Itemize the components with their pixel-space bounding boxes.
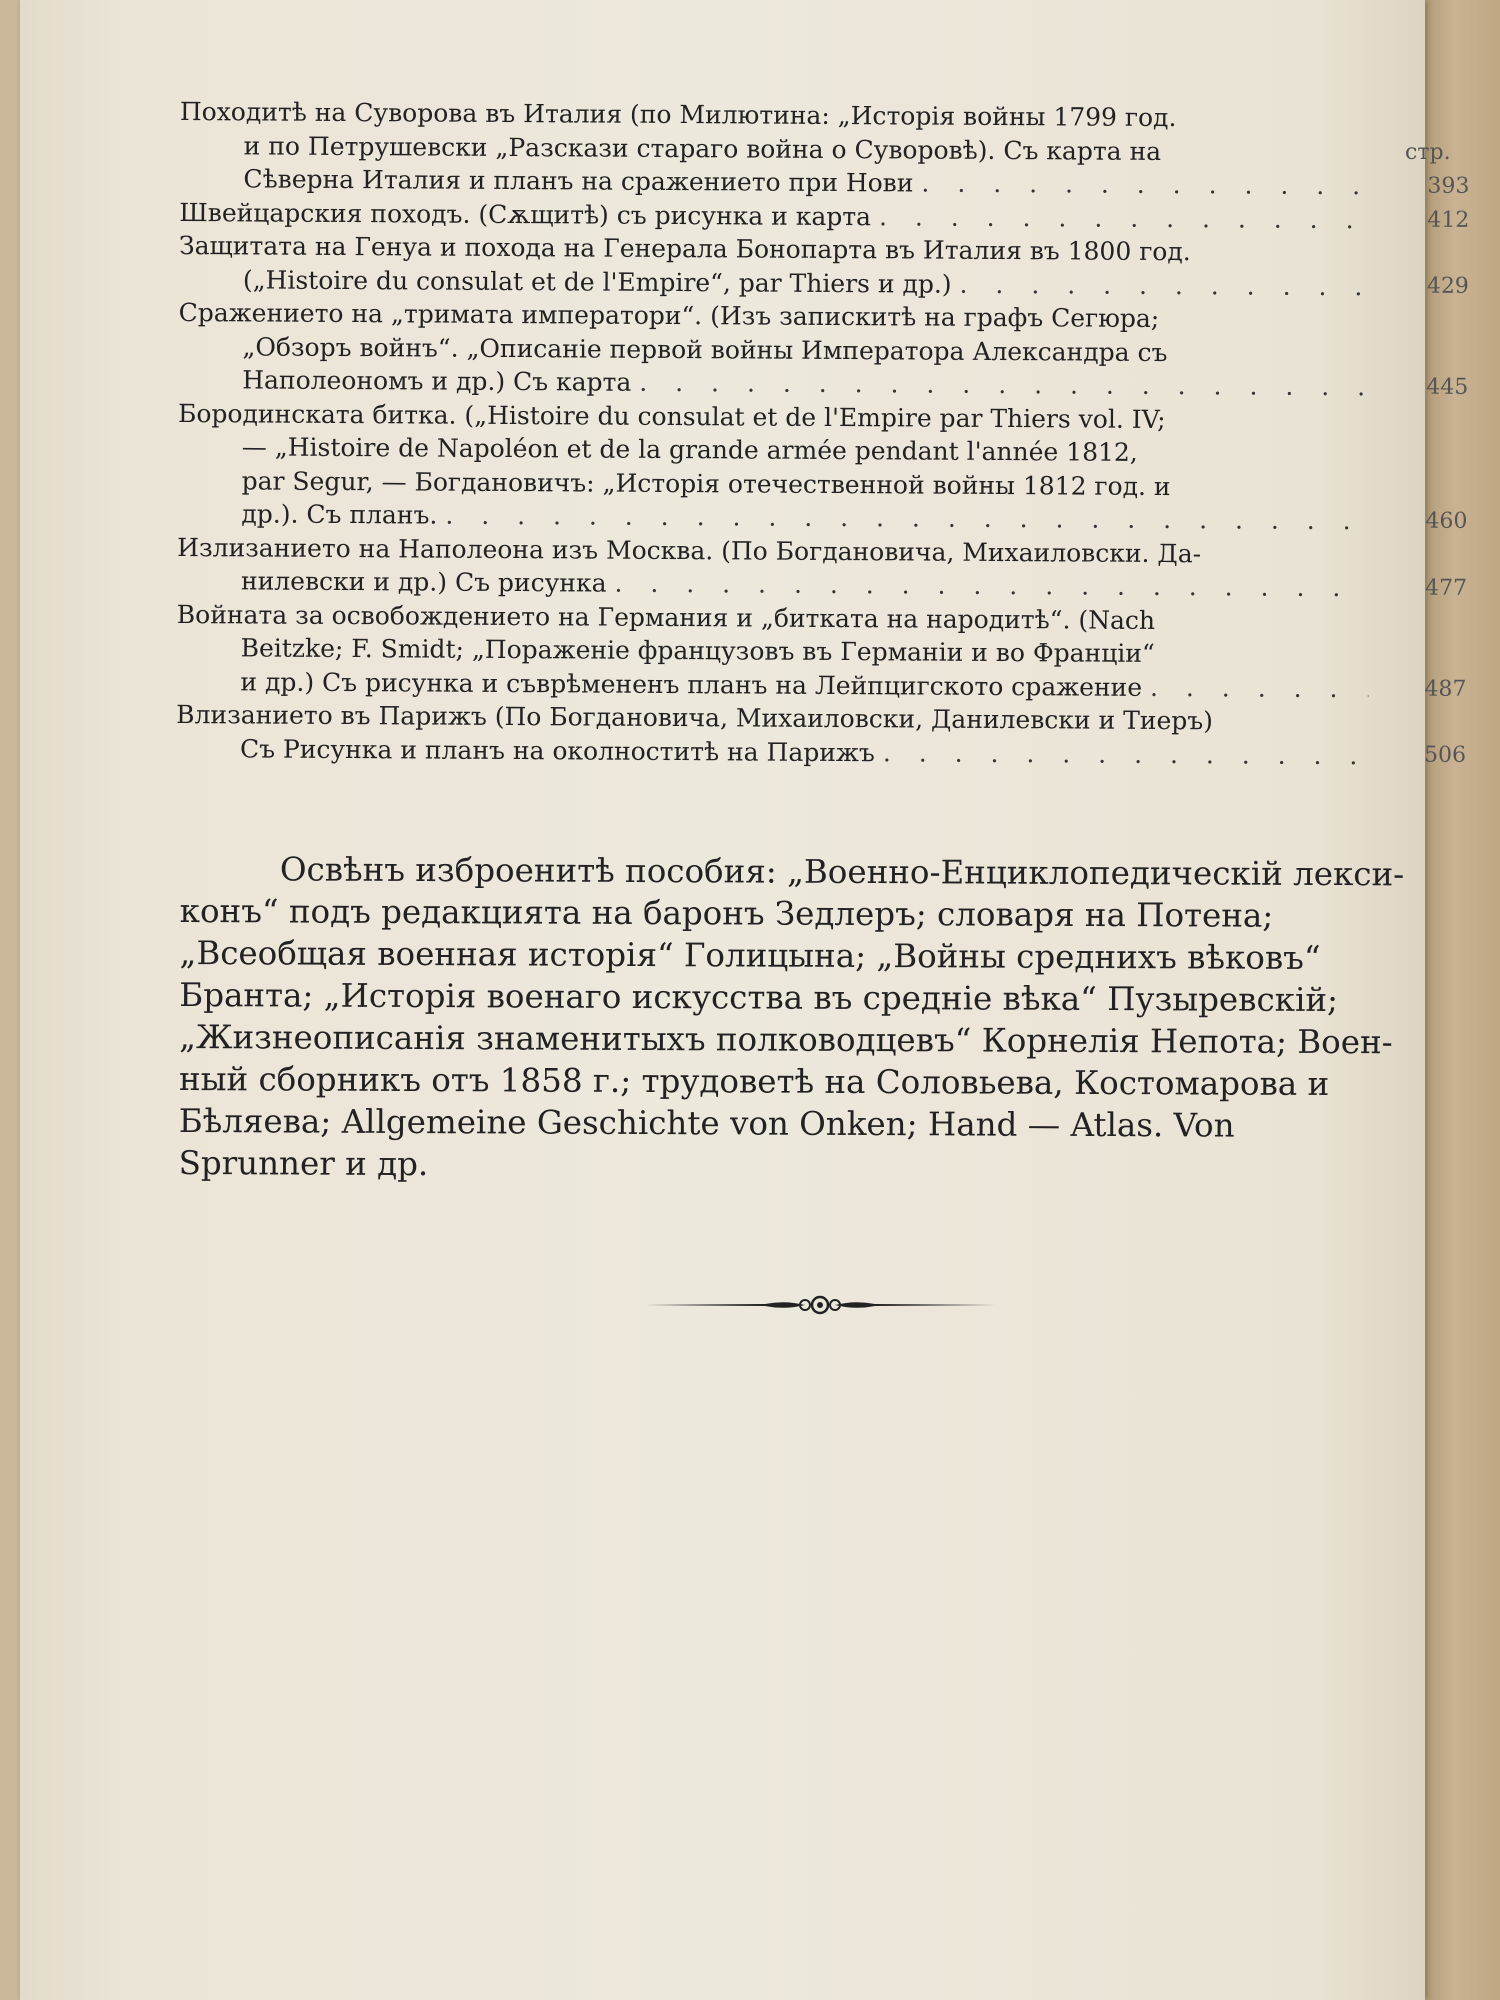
toc-page-number: 460	[1425, 508, 1468, 534]
toc-line: Швейцарския походъ. (Сѫщитѣ) съ рисунка и карта	[179, 197, 872, 231]
toc-entry-3	[178, 229, 1469, 303]
decorative-rule-ornament-icon	[645, 1290, 995, 1320]
prose-line: „Всеобщая военная исторiя“ Голицына; „Войны среднихъ вѣковъ“	[179, 933, 1321, 977]
toc-line: нилевски и др.) Съ рисунка	[240, 566, 607, 598]
leader-dots	[879, 200, 1371, 237]
toc-entry-7	[176, 597, 1467, 705]
toc-page-number: 412	[1427, 207, 1470, 233]
toc-line: („Histoire du consulat et de l'Empire“, par Thiers и др.)	[242, 264, 952, 299]
toc-entry-6	[177, 530, 1468, 604]
toc-line: Защитата на Генуа и похода на Генерала Бонопарта въ Италия въ 1800 год.	[178, 230, 1191, 267]
page-column-label: стр.	[1405, 140, 1451, 165]
leader-dots	[883, 736, 1368, 772]
toc-page-number: 393	[1427, 173, 1470, 199]
leader-dots	[614, 567, 1369, 605]
toc-line: Влизанието въ Парижъ (По Богдановича, Михаиловски, Данилевски и Тиеръ)	[176, 699, 1214, 736]
prose-line: Освѣнъ изброенитѣ пособия: „Военно-Енциклопедическiй лекси-	[279, 850, 1405, 894]
leader-dots	[1150, 670, 1369, 705]
prose-line: конъ“ подъ редакцията на баронъ Зедлеръ; словаря на Потена;	[179, 891, 1274, 935]
toc-page-number: 487	[1424, 676, 1467, 702]
toc-entry-8	[176, 698, 1467, 772]
toc-line: и по Петрушевски „Разскази стараго война о Суворовѣ). Съ карта на	[243, 130, 1162, 166]
sources-paragraph	[179, 848, 1450, 1190]
toc-line: Походитѣ на Суворова въ Италия (по Милютина: „Исторiя войны 1799 год.	[179, 96, 1177, 133]
toc-line: Бородинската битка. („Histoire du consulat et de l'Empire par Thiers vol. IV;	[177, 398, 1166, 434]
prose-line: Sprunner и др.	[178, 1143, 429, 1184]
toc-line: Съ Рисунка и планъ на околноститѣ на Парижъ	[239, 733, 875, 767]
toc-line: — „Histoire de Napoléon et de la grande armée pendant l'année 1812,	[241, 432, 1138, 467]
prose-line: „Жизнеописанiя знаменитыхъ полководцевъ“ Корнелiя Непота; Воен-	[179, 1017, 1393, 1062]
toc-line: par Segur, — Богдановичъ: „Исторiя отечественной войны 1812 год. и	[241, 465, 1171, 501]
toc-line: Наполеономъ и др.) Съ карта	[242, 365, 632, 397]
leader-dots	[959, 267, 1370, 303]
toc-line: Beitzke; F. Smidt; „Пораженiе французовъ въ Германiи и во Францiи“	[240, 633, 1155, 668]
leader-dots	[445, 499, 1369, 538]
toc-page-number: 429	[1426, 273, 1469, 299]
toc-entry-5	[177, 396, 1468, 537]
toc-page-number: 445	[1426, 374, 1469, 400]
book-page	[20, 0, 1470, 2000]
toc-page-number: 477	[1424, 575, 1468, 601]
toc-line: „Обзоръ войнъ“. „Описанiе первой войны Императора Александра съ	[242, 331, 1168, 367]
toc-line: Сѣверна Италия и планъ на сражението при Нови	[243, 164, 914, 198]
leader-dots	[921, 167, 1371, 203]
prose-line: ный сборникъ отъ 1858 г.; трудоветѣ на Соловьева, Костомарова и	[178, 1059, 1330, 1104]
toc-line: Войната за освобождението на Германия и „битката на народитѣ“. (Nach	[176, 599, 1156, 635]
prose-line: Бѣляева; Allgemeine Geschichte von Onken; Hand — Atlas. Von	[178, 1101, 1235, 1145]
prose-line: Бранта; „Исторiя военаго искусства въ среднiе вѣка“ Пузыревскiй;	[179, 975, 1339, 1020]
leader-dots	[639, 366, 1370, 404]
toc-line: др.). Съ планъ.	[241, 499, 438, 530]
toc-line: Излизанието на Наполеона изъ Москва. (По Богдановича, Михаиловски. Да-	[177, 532, 1202, 568]
toc-line: и др.) Съ рисунка и съврѣмененъ планъ на Лейпцигското сражение	[240, 666, 1143, 702]
toc-page-number: 506	[1423, 742, 1467, 768]
toc-line: Сражението на „тримата императори“. (Изъ запискитѣ на графъ Сегюра;	[178, 297, 1160, 333]
toc-entry-4	[178, 296, 1469, 404]
